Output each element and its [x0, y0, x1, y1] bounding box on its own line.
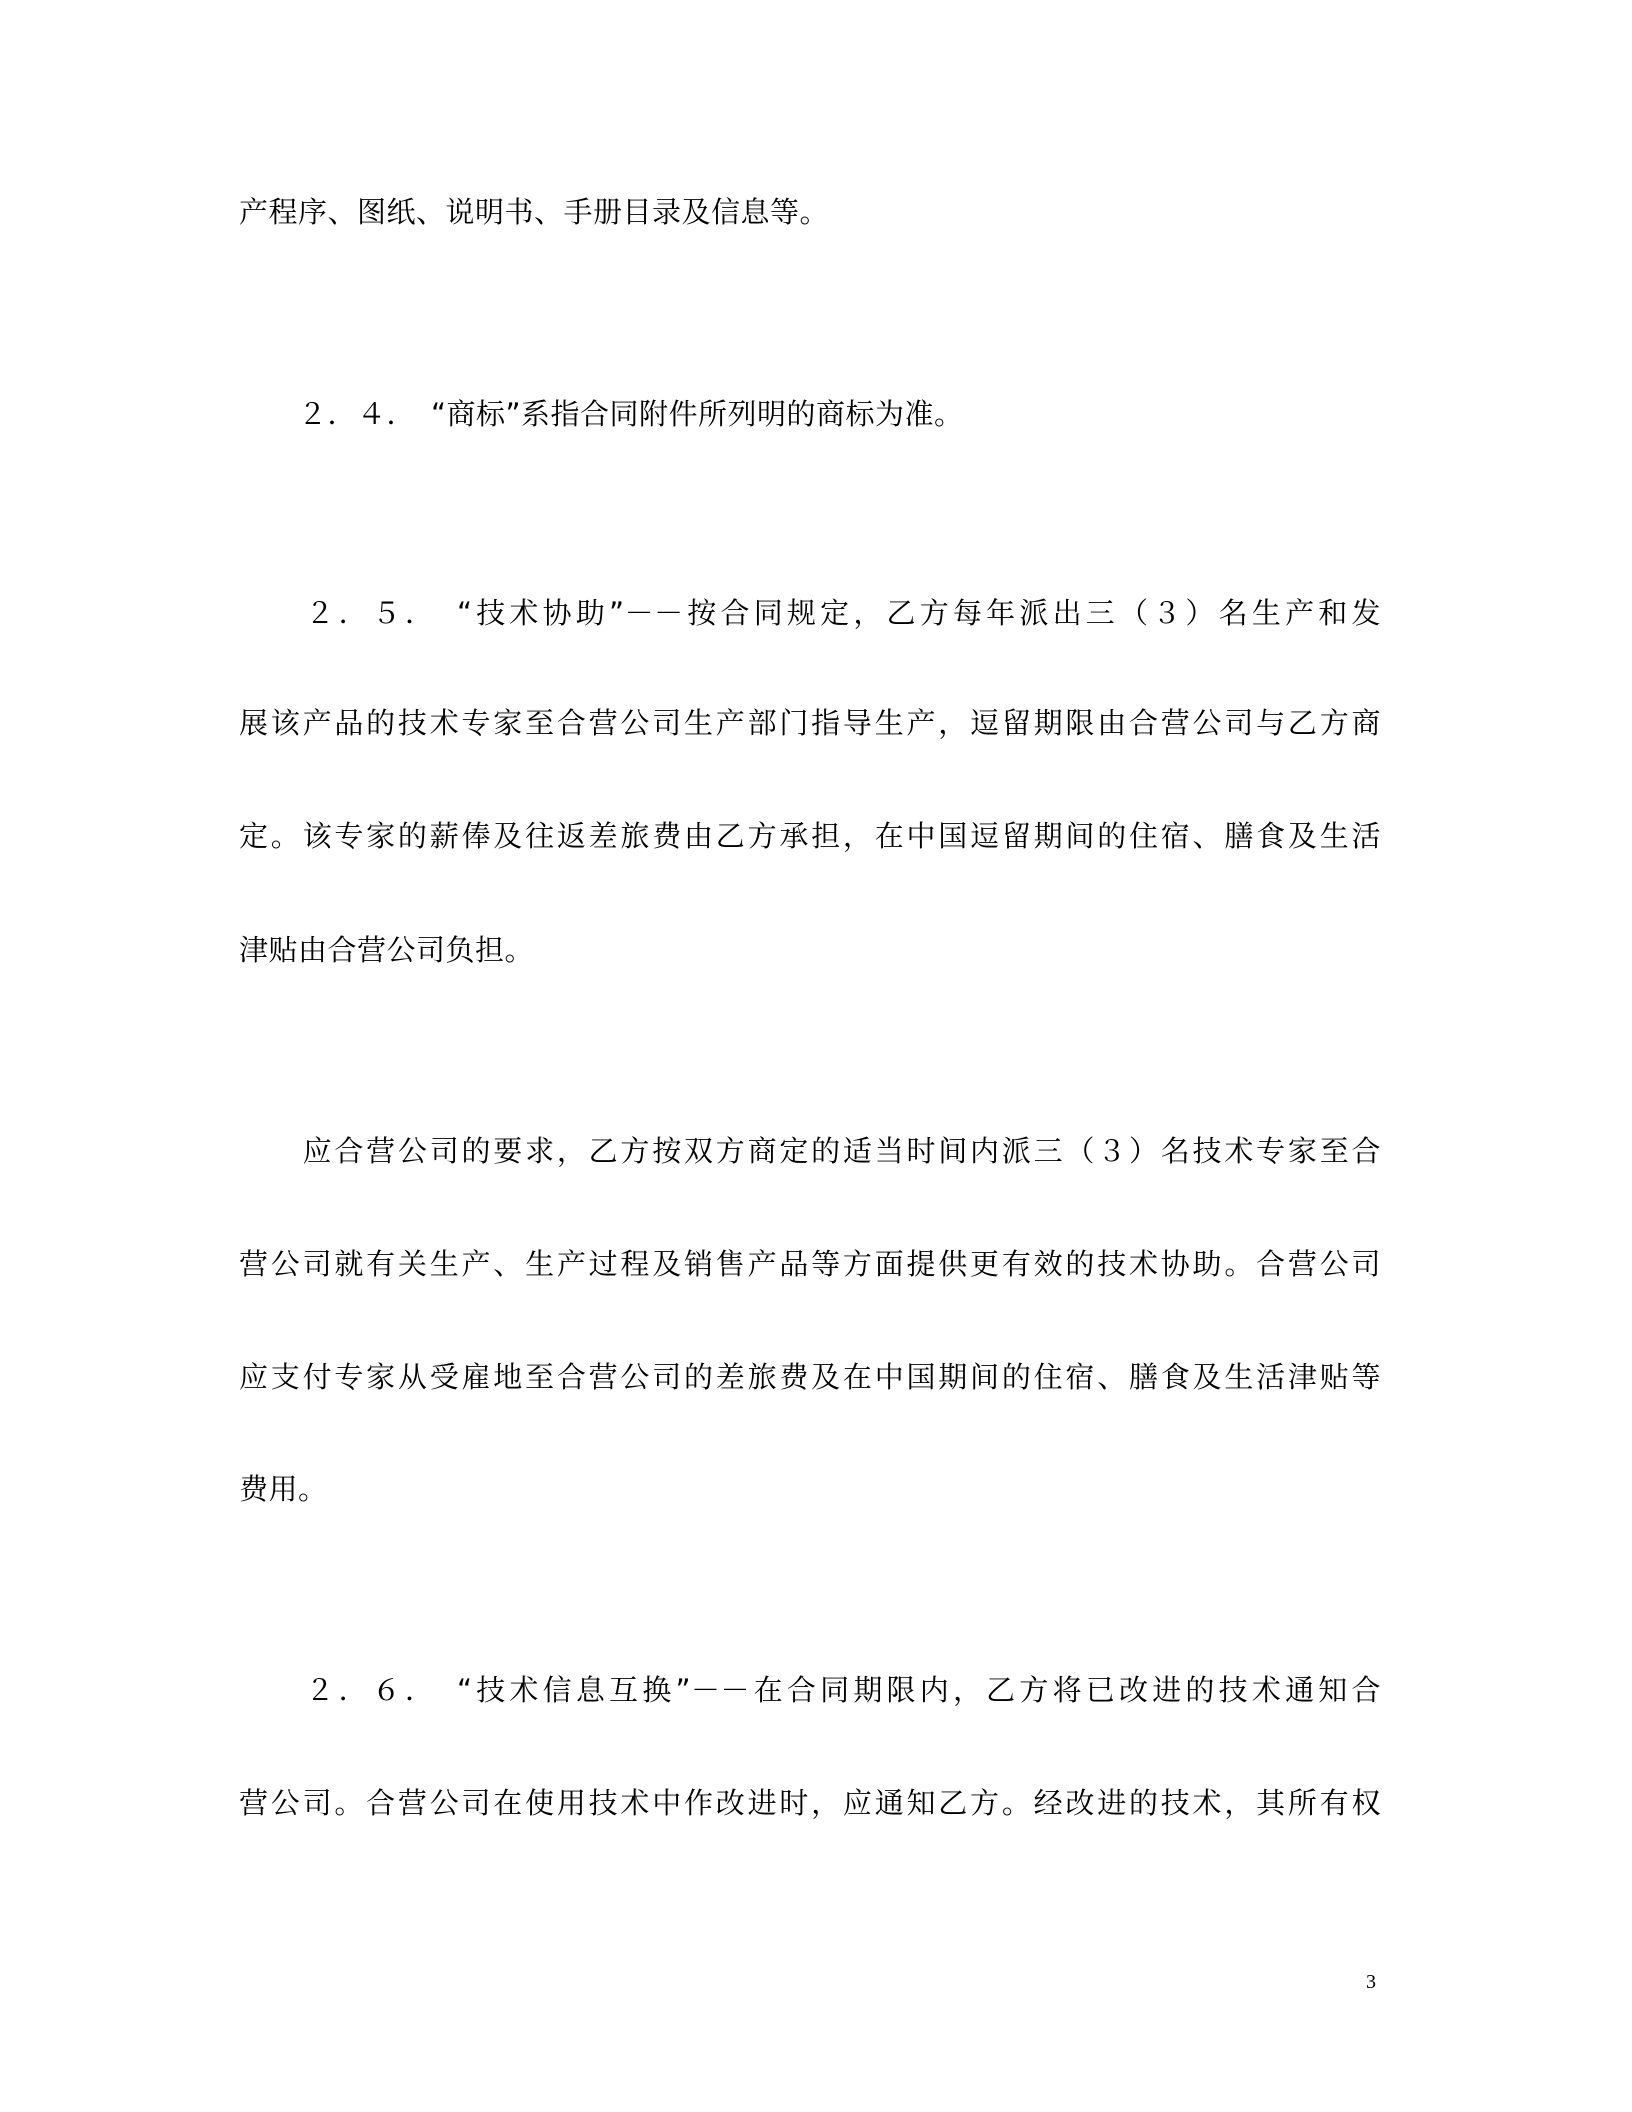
- text-line: 津贴由合营公司负担。: [239, 933, 535, 967]
- text-line: 营公司。合营公司在使用技术中作改进时，应通知乙方。经改进的技术，其所有权: [239, 1786, 1381, 1820]
- page-number: 3: [1366, 1971, 1376, 1993]
- text-line: 应合营公司的要求，乙方按双方商定的适当时间内派三（３）名技术专家至合: [239, 1134, 1381, 1168]
- text-line: 定。该专家的薪俸及往返差旅费由乙方承担，在中国逗留期间的住宿、膳食及生活: [239, 819, 1381, 853]
- text-line: 应支付专家从受雇地至合营公司的差旅费及在中国期间的住宿、膳食及生活津贴等: [239, 1360, 1381, 1394]
- text-line: 展该产品的技术专家至合营公司生产部门指导生产，逗留期限由合营公司与乙方商: [239, 706, 1381, 740]
- text-line: 产程序、图纸、说明书、手册目录及信息等。: [239, 195, 830, 229]
- section-2-6-line: ２．６． “技术信息互换”－－在合同期限内，乙方将已改进的技术通知合: [239, 1673, 1381, 1707]
- section-2-4-line: ２．４． “商标”系指合同附件所列明的商标为准。: [239, 397, 964, 431]
- text-line: 费用。: [239, 1472, 328, 1506]
- section-2-5-line: ２．５． “技术协助”－－按合同规定，乙方每年派出三（３）名生产和发: [239, 596, 1381, 630]
- text-line: 营公司就有关生产、生产过程及销售产品等方面提供更有效的技术协助。合营公司: [239, 1247, 1381, 1281]
